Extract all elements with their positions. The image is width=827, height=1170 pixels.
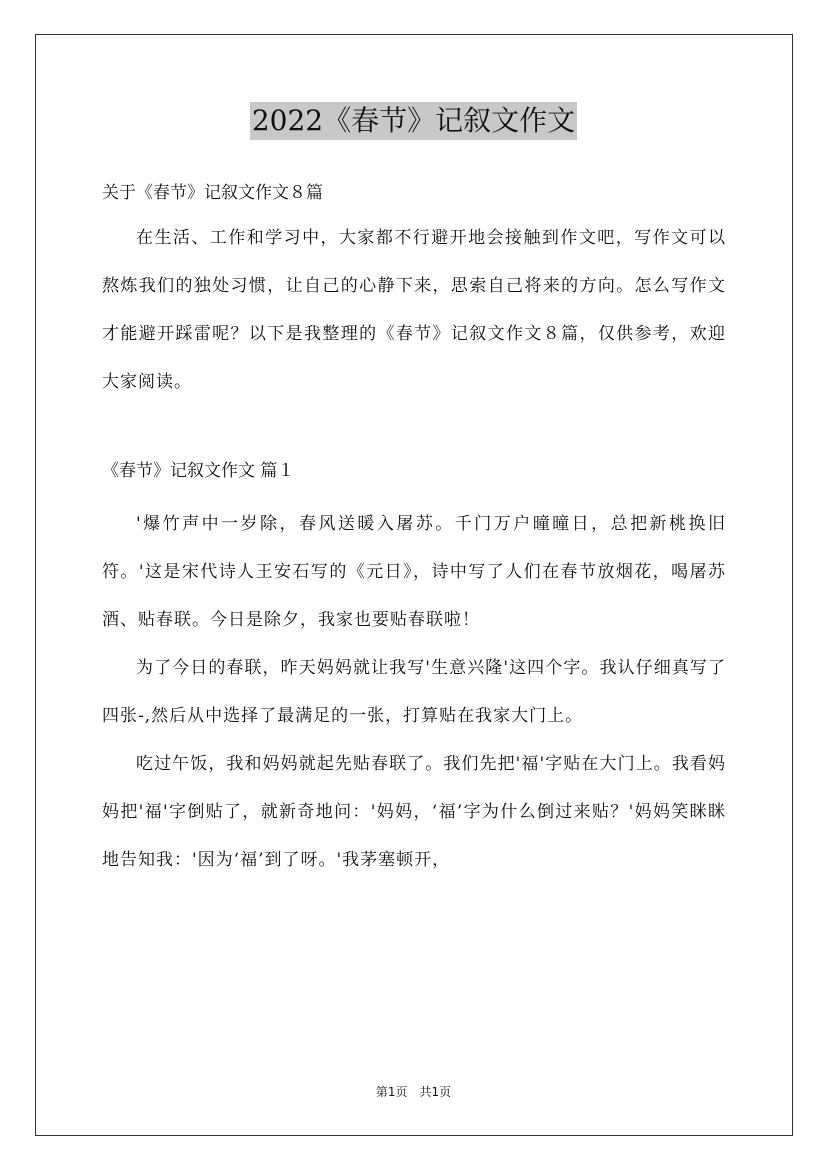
body-paragraph-2: 为了今日的春联，昨天妈妈就让我写'生意兴隆'这四个字。我认仔细真写了四张-,然后从中选择了最满足的一张，打算贴在我家大门上。	[102, 658, 726, 726]
document-body	[102, 172, 726, 884]
document-title: 2022《春节》记叙文作文	[250, 102, 577, 140]
section-heading: 《春节》记叙文作文 篇１	[102, 461, 295, 481]
body-paragraph-3: 吃过午饭，我和妈妈就起先贴春联了。我们先把'福'字贴在大门上。我看妈妈把'福'字倒贴了，就新奇地问：'妈妈，‘福’字为什么倒过来贴？'妈妈笑眯眯地告知我：'因为‘福’到了呀。'我茅塞顿开，	[102, 754, 726, 870]
body-paragraph-1: '爆竹声中一岁除，春风送暖入屠苏。千门万户曈曈日，总把新桃换旧符。'这是宋代诗人王安石写的《元日》，诗中写了人们在春节放烟花，喝屠苏酒、贴春联。今日是除夕，我家也要贴春联啦！	[102, 514, 726, 630]
title-container	[0, 102, 827, 140]
document-subtitle: 关于《春节》记叙文作文８篇	[102, 183, 323, 203]
intro-paragraph: 在生活、工作和学习中，大家都不行避开地会接触到作文吧，写作文可以熬炼我们的独处习惯，让自己的心静下来，思索自己将来的方向。怎么写作文才能避开踩雷呢？以下是我整理的《春节》记叙文作文８篇，仅供参考，欢迎大家阅读。	[102, 228, 726, 392]
page-footer: 第1页 共1页	[375, 1085, 452, 1099]
